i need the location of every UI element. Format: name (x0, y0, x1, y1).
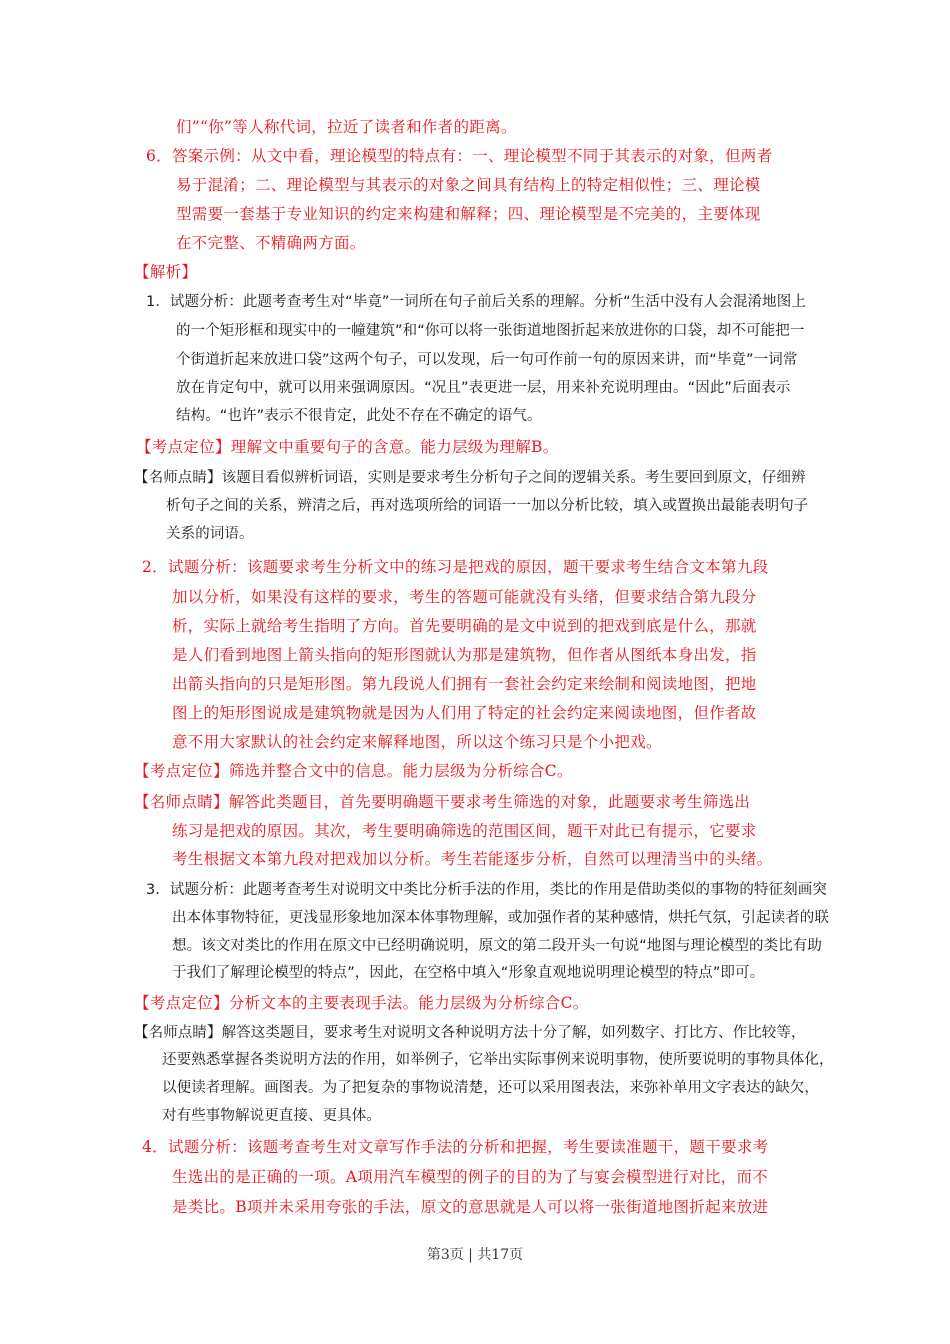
analysis-q2-line: 2．试题分析：该题要求考生分析文中的练习是把戏的原因，题干要求考生结合文本第九段 (142, 558, 769, 576)
answer-q6-line: 易于混淆；二、理论模型与其表示的对象之间具有结构上的特定相似性；三、理论模 (176, 176, 761, 194)
analysis-q1-line: 结构。“也许”表示不很肯定，此处不存在不确定的语气。 (176, 408, 542, 424)
answer-q6-line: 在不完整、不精确两方面。 (176, 234, 366, 252)
mingshi-q2-line: 【名师点睛】解答此类题目，首先要明确题干要求考生筛选的对象，此题要求考生筛选出 (134, 793, 751, 811)
mingshi-q1-line: 析句子之间的关系，辨清之后，再对选项所给的词语一一加以分析比较，填入或置换出最能表明句子 (166, 498, 809, 514)
analysis-q2-line: 加以分析，如果没有这样的要求，考生的答题可能就没有头绪，但要求结合第九段分 (172, 588, 757, 606)
analysis-q3-line: 想。该文对类比的作用在原文中已经明确说明，原文的第二段开头一句说“地图与理论模型的类比有助 (172, 938, 823, 954)
mingshi-q3-line: 以便读者理解。画图表。为了把复杂的事物说清楚，还可以采用图表法，来弥补单用文字表达的缺欠， (162, 1080, 819, 1096)
analysis-q1-line: 的一个矩形框和现实中的一幢建筑”和“你可以将一张街道地图折起来放进你的口袋，却不可能把一 (176, 323, 805, 339)
mingshi-q1-line: 关系的词语。 (166, 526, 254, 542)
analysis-q4-line: 4．试题分析：该题考查考生对文章写作手法的分析和把握，考生要读准题干，题干要求考 (142, 1138, 769, 1156)
page-number: 第3页 | 共17页 (426, 1247, 524, 1263)
analysis-q2-line: 出箭头指向的只是矩形图。第九段说人们拥有一套社会约定来绘制和阅读地图，把地 (172, 675, 757, 693)
mingshi-q2-line: 考生根据文本第九段对把戏加以分析。考生若能逐步分析，自然可以理清当中的头绪。 (172, 850, 773, 868)
analysis-q2-line: 析，实际上就给考生指明了方向。首先要明确的是文中说到的把戏到底是什么，那就 (172, 617, 757, 635)
kaodian-q3: 【考点定位】分析文本的主要表现手法。能力层级为分析综合C。 (134, 994, 589, 1012)
mingshi-q1-line: 【名师点睛】该题目看似辨析词语，实则是要求考生分析句子之间的逻辑关系。考生要回到原文，仔细辨 (134, 470, 806, 486)
analysis-q2-line: 图上的矩形图说成是建筑物就是因为人们用了特定的社会约定来阅读地图，但作者故 (172, 704, 757, 722)
answer-q6-line: 6．答案示例：从文中看，理论模型的特点有：一、理论模型不同于其表示的对象，但两者 (146, 147, 773, 165)
mingshi-q3-line: 还要熟悉掌握各类说明方法的作用，如举例子，它举出实际事例来说明事物，使所要说明的事物具体化， (162, 1052, 834, 1068)
mingshi-q3-line: 【名师点睛】解答这类题目，要求考生对说明文各种说明方法十分了解，如列数字、打比方、作比较等， (134, 1025, 806, 1041)
answer-q6-line: 型需要一套基于专业知识的约定来构建和解释；四、理论模型是不完美的，主要体现 (176, 205, 761, 223)
mingshi-q2-line: 练习是把戏的原因。其次，考生要明确筛选的范围区间，题干对此已有提示，它要求 (172, 822, 757, 840)
analysis-q3-line: 出本体事物特征，更浅显形象地加深本体事物理解，或加强作者的某种感情，烘托气氛，引起读者的联 (172, 910, 829, 926)
text-line: 们”“你”等人称代词，拉近了读者和作者的距离。 (176, 118, 517, 136)
analysis-q2-line: 是人们看到地图上箭头指向的矩形图就认为那是建筑物，但作者从图纸本身出发，指 (172, 646, 757, 664)
analysis-q3-line: 于我们了解理论模型的特点”，因此，在空格中填入“形象直观地说明理论模型的特点”即可。 (172, 965, 765, 981)
analysis-q1-line: 个街道折起来放进口袋”这两个句子，可以发现，后一句可作前一句的原因来讲，而“毕竟”一词常 (176, 352, 798, 368)
analysis-q4-line: 生选出的是正确的一项。A项用汽车模型的例子的目的为了与宴会模型进行对比，而不 (172, 1168, 769, 1186)
analysis-q4-line: 是类比。B项并未采用夸张的手法，原文的意思就是人可以将一张街道地图折起来放进 (172, 1198, 769, 1216)
analysis-q1-line: 放在肯定句中，就可以用来强调原因。“况且”表更进一层，用来补充说明理由。“因此”后面表示 (176, 380, 791, 396)
mingshi-q3-line: 对有些事物解说更直接、更具体。 (162, 1108, 381, 1124)
analysis-heading: 【解析】 (134, 263, 198, 281)
kaodian-q2: 【考点定位】筛选并整合文中的信息。能力层级为分析综合C。 (134, 762, 573, 780)
analysis-q3-line: 3．试题分析：此题考查考生对说明文中类比分析手法的作用，类比的作用是借助类似的事物的特征刻画突 (146, 882, 827, 898)
analysis-q2-line: 意不用大家默认的社会约定来解释地图，所以这个练习只是个小把戏。 (172, 733, 662, 751)
analysis-q1-line: 1．试题分析：此题考查考生对“毕竟”一词所在句子前后关系的理解。分析“生活中没有人会混淆地图上 (146, 294, 806, 310)
kaodian-q1: 【考点定位】理解文中重要句子的含意。能力层级为理解B。 (136, 438, 559, 456)
